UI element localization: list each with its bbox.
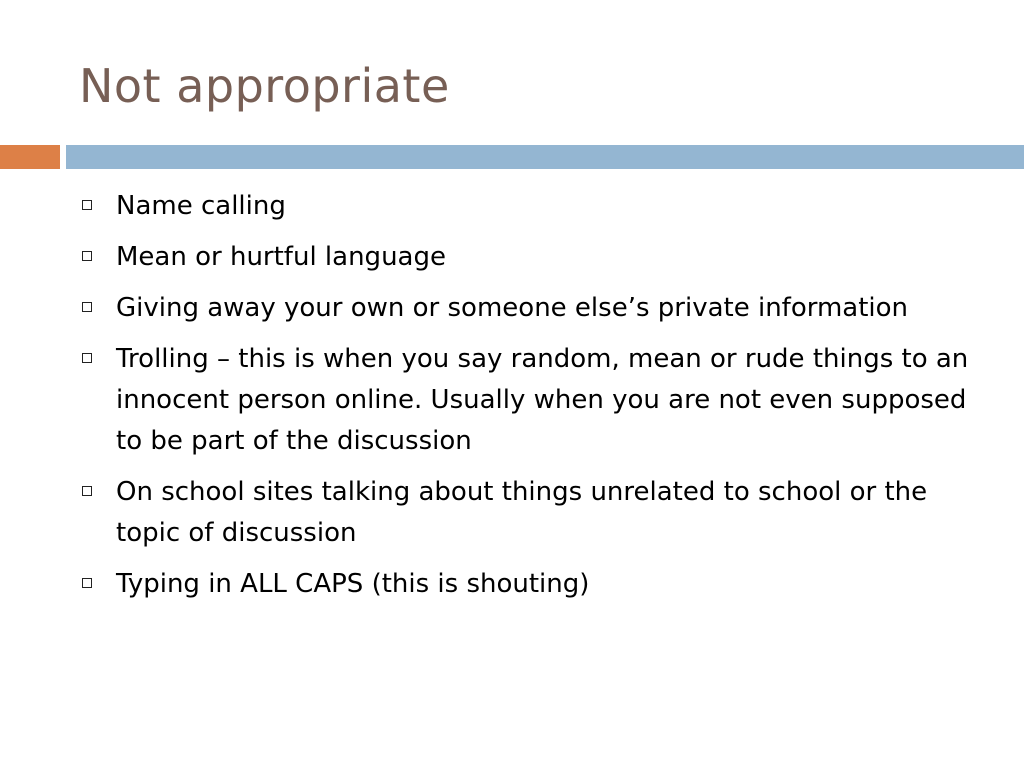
- square-bullet-icon: [82, 302, 92, 312]
- list-item: [80, 472, 980, 554]
- bullet-text: Mean or hurtful language: [116, 242, 446, 272]
- list-item: [80, 339, 980, 462]
- square-bullet-icon: [82, 251, 92, 261]
- bullet-text: Trolling – this is when you say random, mean or rude things to an innocent person online. Usually when you are not even supposed to be part of the discussion: [116, 344, 969, 456]
- accent-bar-blue: [66, 145, 1024, 169]
- list-item: [80, 288, 980, 329]
- bullet-text: On school sites talking about things unrelated to school or the topic of discussion: [116, 477, 928, 548]
- list-item: [80, 237, 980, 278]
- bullet-list: [80, 186, 980, 615]
- bullet-text: Name calling: [116, 191, 286, 221]
- square-bullet-icon: [82, 578, 92, 588]
- bullet-text: Giving away your own or someone else’s private information: [116, 293, 909, 323]
- slide-title: Not appropriate: [79, 59, 450, 113]
- square-bullet-icon: [82, 486, 92, 496]
- square-bullet-icon: [82, 200, 92, 210]
- list-item: [80, 564, 980, 605]
- accent-bar-orange: [0, 145, 60, 169]
- bullet-text: Typing in ALL CAPS (this is shouting): [116, 569, 590, 599]
- square-bullet-icon: [82, 353, 92, 363]
- list-item: [80, 186, 980, 227]
